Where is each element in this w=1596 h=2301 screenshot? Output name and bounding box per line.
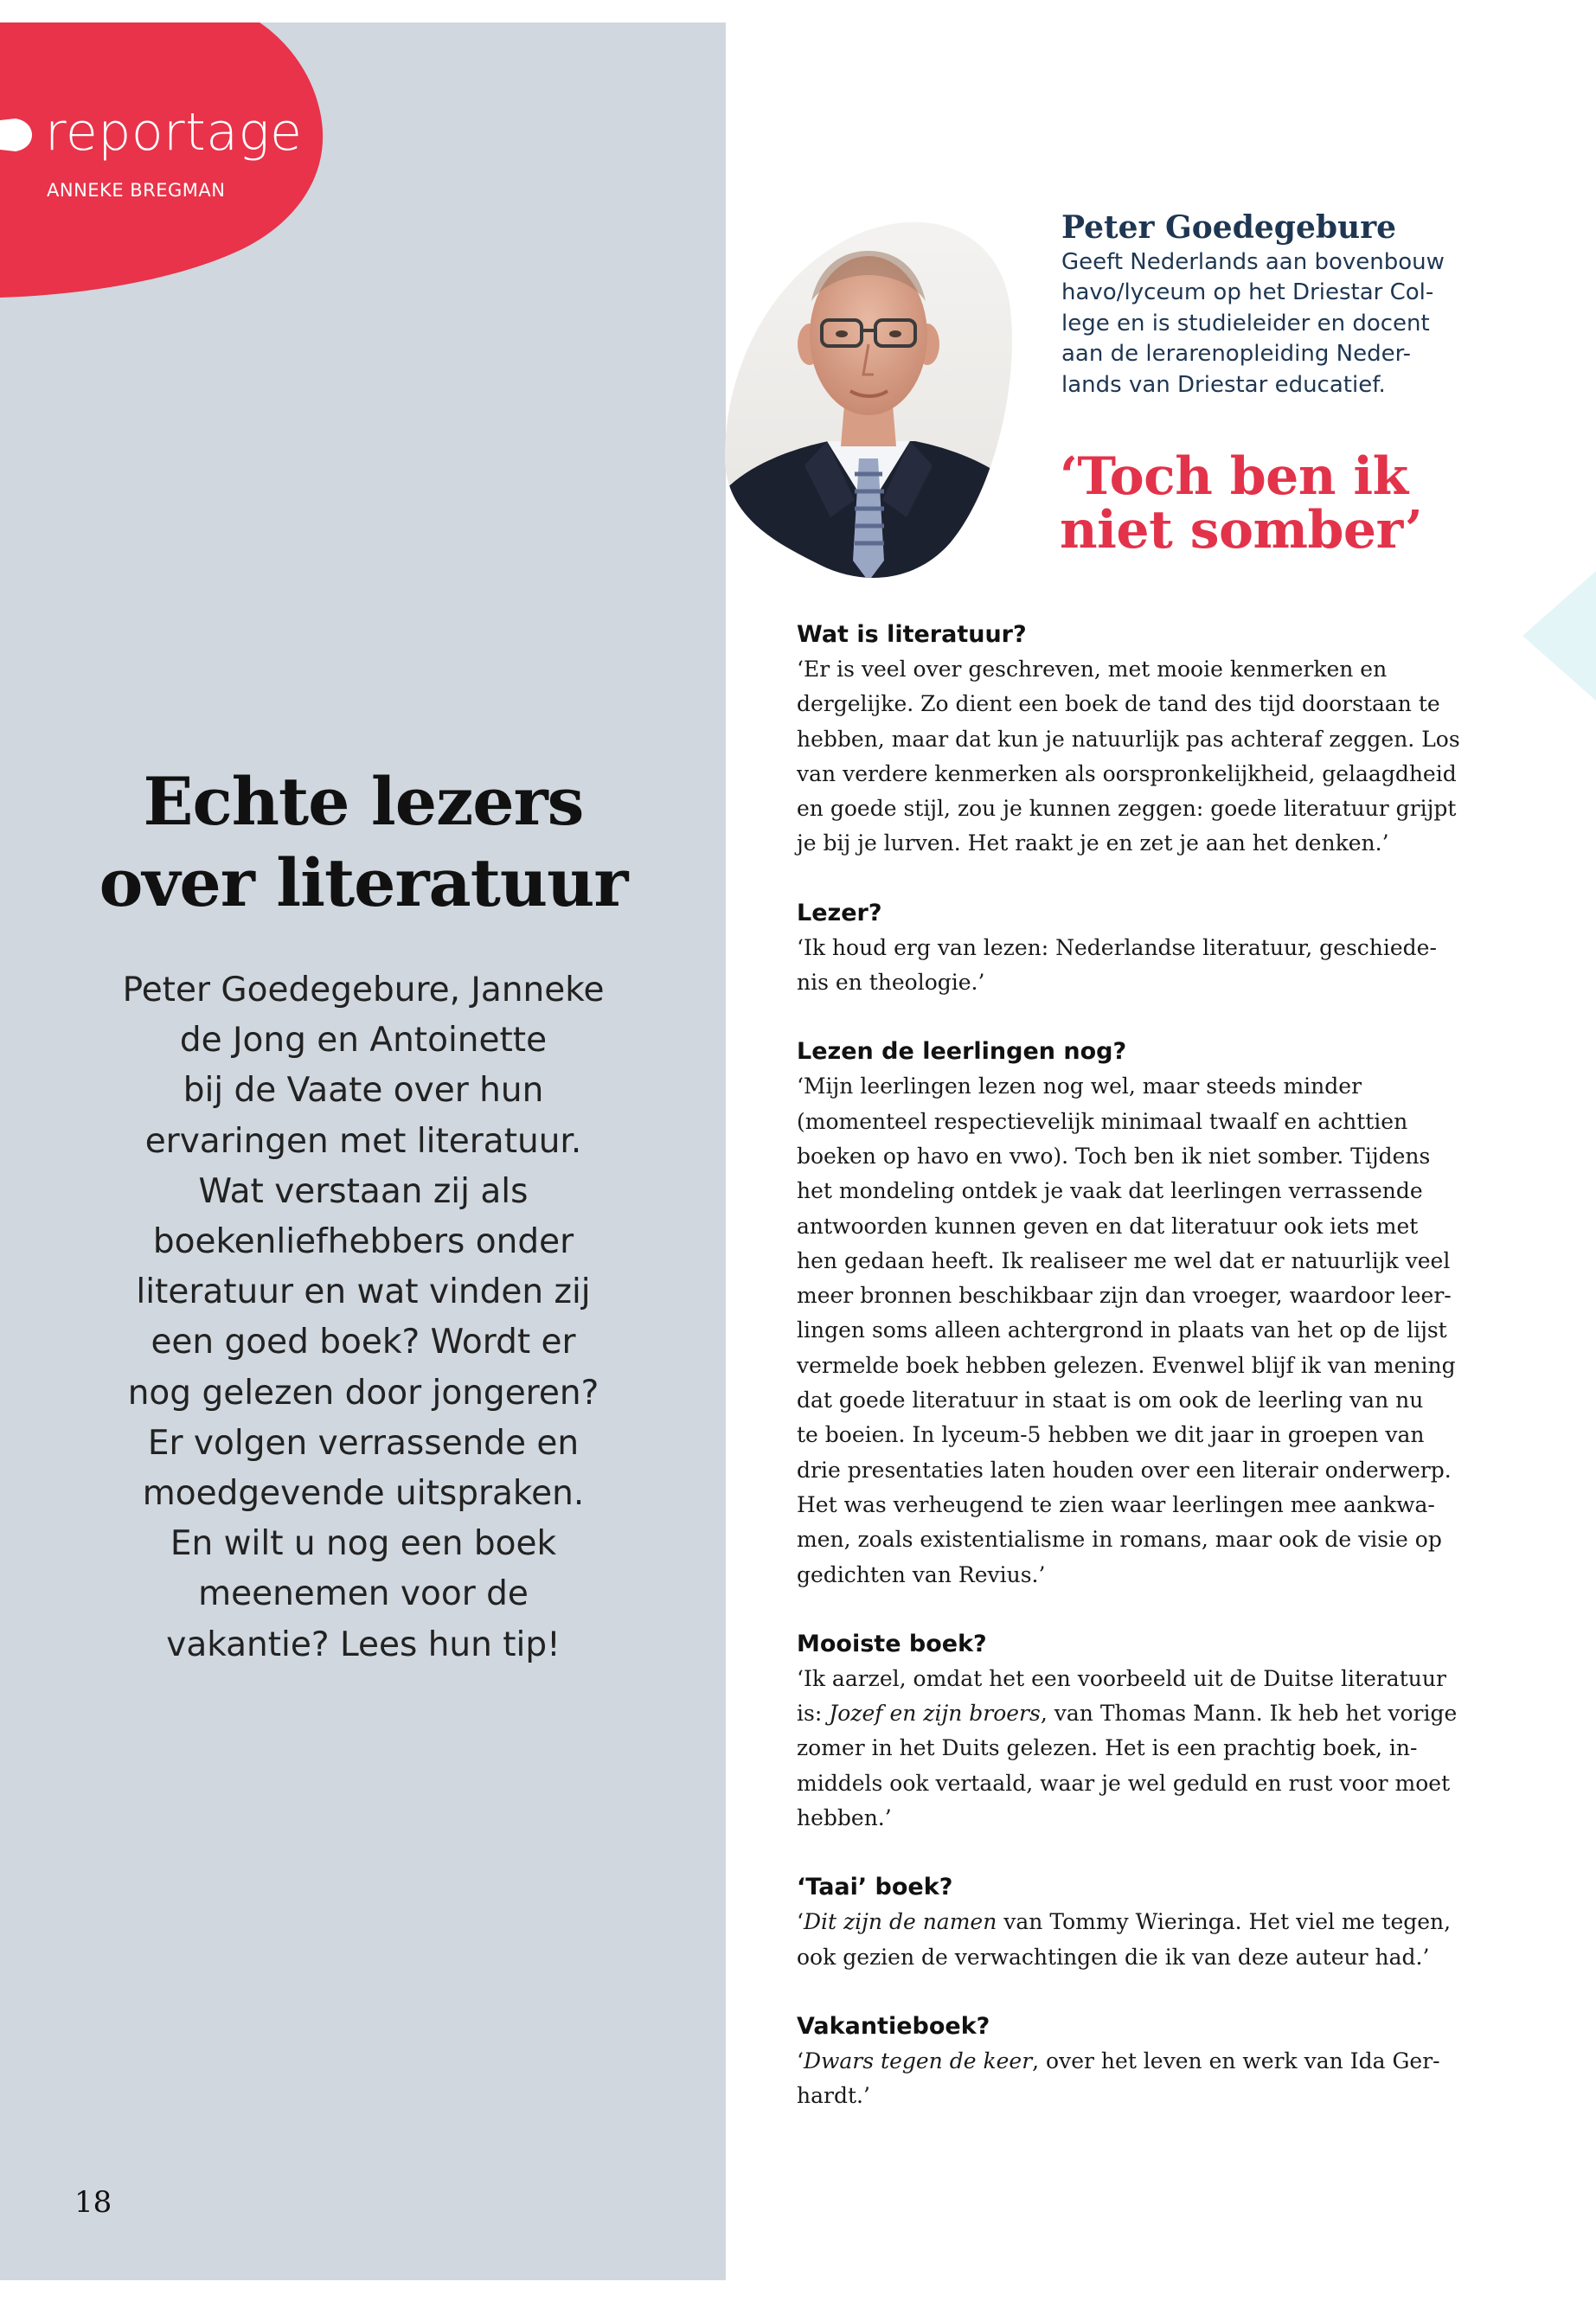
answer-line: Het was verheugend te zien waar leerlingen mee aankwa-	[797, 1491, 1435, 1517]
intro-line: Wat verstaan zij als	[198, 1171, 529, 1211]
answer-line: je bij je lurven. Het raakt je en zet je aan het denken.’	[797, 830, 1389, 856]
question: ‘Taai’ boek?	[797, 1874, 953, 1901]
answer-line: nis en theologie.’	[797, 970, 985, 996]
answer-text: ‘	[797, 1909, 804, 1935]
decorative-diamond	[1522, 571, 1596, 701]
top-margin	[0, 0, 1596, 22]
answer-line: ‘Er is veel over geschreven, met mooie kenmerken en	[797, 657, 1388, 682]
intro-line: nog gelezen door jongeren?	[127, 1373, 599, 1413]
answer-line: dergelijke. Zo dient een boek de tand des tijd doorstaan te	[797, 691, 1440, 717]
intro-line: bij de Vaate over hun	[183, 1071, 544, 1111]
intro-line: literatuur en wat vinden zij	[136, 1272, 591, 1312]
answer	[797, 1069, 1454, 1592]
answer-text: van Tommy Wieringa. Het viel me tegen,	[997, 1909, 1452, 1935]
answer-line: ‘Ik houd erg van lezen: Nederlandse literatuur, geschiede-	[797, 934, 1437, 960]
qa-block	[797, 896, 1454, 1001]
section-label: reportage	[45, 102, 303, 163]
article-title	[52, 761, 675, 924]
question: Wat is literatuur?	[797, 621, 1027, 648]
question: Lezen de leerlingen nog?	[797, 1038, 1127, 1066]
intro-line: En wilt u nog een boek	[170, 1524, 557, 1564]
answer-line: men, zoals existentialisme in romans, maar ook de visie op	[797, 1527, 1442, 1553]
answer	[797, 931, 1454, 1001]
answer	[797, 2044, 1454, 2114]
question: Lezer?	[797, 899, 882, 926]
answer-line: gedichten van Revius.’	[797, 1561, 1046, 1587]
book-title: Jozef en zijn broers	[829, 1701, 1041, 1727]
answer-line: het mondeling ontdek je vaak dat leerlingen verrassende	[797, 1178, 1423, 1204]
qa-block	[797, 1627, 1458, 1836]
author-byline: ANNEKE BREGMAN	[47, 180, 226, 201]
intro-line: boekenliefhebbers onder	[152, 1222, 574, 1262]
answer-line: zomer in het Duits gelezen. Het is een prachtig boek, in-	[797, 1735, 1418, 1761]
answer-line: ook gezien de verwachtingen die ik van deze auteur had.’	[797, 1944, 1430, 1970]
answer	[797, 652, 1460, 862]
answer-line: dat goede literatuur in staat is om ook de leerling van nu	[797, 1388, 1424, 1413]
answer-line: middels ook vertaald, waar je wel geduld en rust voor moet	[797, 1770, 1451, 1796]
bio-line: havo/lyceum op het Driestar Col-	[1061, 279, 1434, 306]
answer-line: ‘Ik aarzel, omdat het een voorbeeld uit de Duitse literatuur	[797, 1665, 1446, 1691]
answer-text: ‘	[797, 2048, 804, 2073]
question: Vakantieboek?	[797, 2012, 990, 2040]
bio-line: lands van Driestar educatief.	[1061, 371, 1386, 398]
page-number: 18	[74, 2185, 112, 2220]
answer-line	[797, 1905, 1454, 1939]
answer-line: hebben, maar dat kun je natuurlijk pas achteraf zeggen. Los	[797, 726, 1460, 752]
person-bio	[1061, 247, 1546, 401]
answer-line: (momenteel respectievelijk minimaal twaalf en achttien	[797, 1108, 1408, 1134]
answer-line: drie presentaties laten houden over een literair onderwerp.	[797, 1457, 1452, 1483]
intro-line: ervaringen met literatuur.	[144, 1121, 582, 1161]
intro-line: Peter Goedegebure, Janneke	[122, 971, 605, 1009]
bottom-margin	[0, 2280, 1596, 2301]
answer-line: van verdere kenmerken als oorspronkelijkheid, gelaagdheid	[797, 760, 1457, 786]
answer-text: is:	[797, 1701, 830, 1727]
answer-line: lingen soms alleen achtergrond in plaats van het op de lijst	[797, 1317, 1447, 1343]
qa-block	[797, 618, 1460, 862]
bio-line: aan de lerarenopleiding Neder-	[1061, 341, 1411, 368]
answer-line: antwoorden kunnen geven en dat literatuur ook iets met	[797, 1213, 1419, 1239]
answer-line: hebben.’	[797, 1805, 892, 1831]
answer-line: te boeien. In lyceum-5 hebben we dit jaar in groepen van	[797, 1422, 1425, 1448]
answer-line: boeken op havo en vwo). Toch ben ik niet somber. Tijdens	[797, 1143, 1431, 1169]
book-title: Dwars tegen de keer	[803, 2048, 1033, 2073]
answer-line	[797, 1696, 1458, 1731]
title-line: over literatuur	[99, 844, 628, 921]
title-line: Echte lezers	[143, 763, 584, 840]
intro-line: een goed boek? Wordt er	[151, 1323, 576, 1362]
intro-line: meenemen voor de	[198, 1574, 529, 1614]
intro-text	[112, 965, 614, 1670]
interview-body	[797, 618, 1460, 2149]
answer	[797, 1662, 1458, 1836]
quote-line: niet somber’	[1060, 500, 1423, 561]
pointer-icon	[0, 117, 33, 153]
answer	[797, 1905, 1454, 1975]
answer-line: en goede stijl, zou je kunnen zeggen: goede literatuur grijpt	[797, 796, 1457, 822]
answer-text: , van Thomas Mann. Ik heb het vorige	[1040, 1701, 1458, 1727]
qa-block	[797, 1870, 1454, 1975]
bio-line: lege en is studieleider en docent	[1061, 310, 1430, 336]
answer-line: ‘Mijn leerlingen lezen nog wel, maar steeds minder	[797, 1074, 1362, 1099]
qa-block	[797, 2009, 1454, 2114]
answer-line: meer bronnen beschikbaar zijn dan vroeger, waardoor leer-	[797, 1283, 1452, 1309]
question: Mooiste boek?	[797, 1630, 987, 1657]
portrait-photo	[725, 215, 1014, 581]
answer-line: hen gedaan heeft. Ik realiseer me wel dat er natuurlijk veel	[797, 1247, 1451, 1273]
answer-line: hardt.’	[797, 2083, 870, 2109]
intro-line: de Jong en Antoinette	[179, 1021, 548, 1061]
intro-line: vakantie? Lees hun tip!	[166, 1625, 561, 1664]
answer-text: , over het leven en werk van Ida Ger-	[1032, 2048, 1440, 2073]
answer-line	[797, 2044, 1454, 2079]
bio-line: Geeft Nederlands aan bovenbouw	[1061, 249, 1445, 275]
pull-quote	[1060, 446, 1509, 561]
person-name: Peter Goedegebure	[1061, 209, 1397, 246]
intro-line: moedgevende uitspraken.	[142, 1474, 585, 1514]
book-title: Dit zijn de namen	[803, 1909, 997, 1935]
answer-line: vermelde boek hebben gelezen. Evenwel blijf ik van mening	[797, 1352, 1456, 1378]
quote-line: ‘Toch ben ik	[1060, 446, 1408, 507]
intro-line: Er volgen verrassende en	[147, 1423, 580, 1463]
qa-block	[797, 1035, 1454, 1592]
